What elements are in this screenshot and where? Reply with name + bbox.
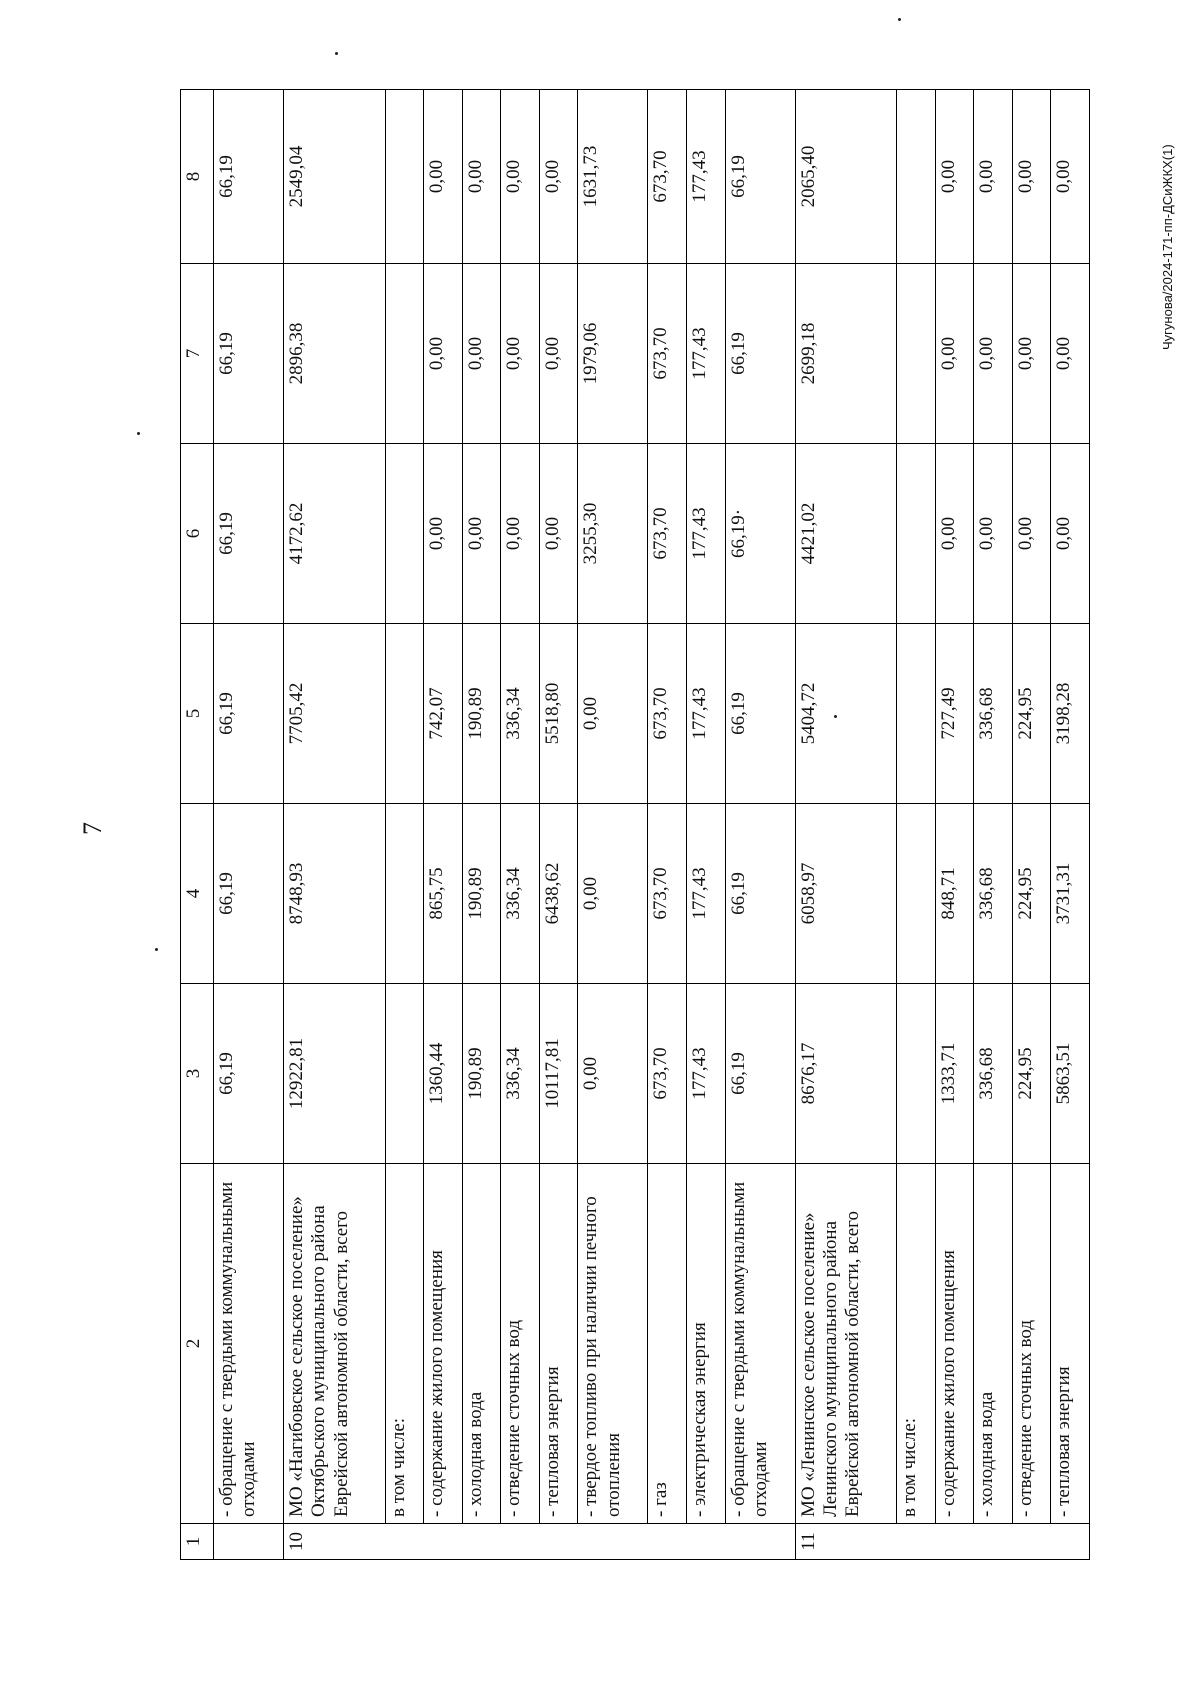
value-cell: 5404,72 xyxy=(795,624,897,804)
value-cell: 177,43 xyxy=(686,984,725,1164)
value-cell: 0,00 xyxy=(1051,444,1090,624)
value-cell: 336,34 xyxy=(501,804,540,984)
value-cell: 66,19 xyxy=(725,984,795,1164)
value-cell xyxy=(897,264,936,444)
value-cell: 0,00 xyxy=(935,264,974,444)
table-row xyxy=(501,90,540,1560)
value-cell xyxy=(897,804,936,984)
column-number-header: 7 xyxy=(181,264,214,444)
row-label: - тепловая энергия xyxy=(539,1164,578,1524)
value-cell: 727,49 xyxy=(935,624,974,804)
value-cell: 336,34 xyxy=(501,624,540,804)
row-label: МО «Нагибовское сельское поселение» Октябрьского муниципального района Еврейской автономной области, всего xyxy=(284,1164,386,1524)
value-cell: 8748,93 xyxy=(284,804,386,984)
value-cell: 224,95 xyxy=(1012,804,1051,984)
value-cell: 177,43 xyxy=(686,90,725,264)
value-cell: 2065,40 xyxy=(795,90,897,264)
table-row xyxy=(686,90,725,1560)
column-number-header: 8 xyxy=(181,90,214,264)
scan-speck xyxy=(155,948,158,951)
value-cell: 0,00 xyxy=(424,264,463,444)
value-cell xyxy=(897,444,936,624)
row-number xyxy=(214,1524,284,1560)
value-cell: 177,43 xyxy=(686,624,725,804)
value-cell: 190,89 xyxy=(462,624,501,804)
column-number-header: 4 xyxy=(181,804,214,984)
document-code: Чугунова/2024-171-пп-ДСиЖКХ(1) xyxy=(1160,144,1175,350)
value-cell: 190,89 xyxy=(462,984,501,1164)
table-row xyxy=(897,90,936,1560)
column-number-header: 3 xyxy=(181,984,214,1164)
value-cell: 673,70 xyxy=(648,804,687,984)
column-number-header: 6 xyxy=(181,444,214,624)
value-cell: 66,19 xyxy=(214,804,284,984)
row-label: - обращение с твердыми коммунальными отходами xyxy=(725,1164,795,1524)
value-cell: 0,00 xyxy=(539,264,578,444)
table-row xyxy=(648,90,687,1560)
value-cell: 4172,62 xyxy=(284,444,386,624)
value-cell: 0,00 xyxy=(1012,264,1051,444)
value-cell: 0,00 xyxy=(462,444,501,624)
value-cell: 0,00 xyxy=(1012,90,1051,264)
value-cell: 66,19 xyxy=(214,444,284,624)
value-cell: 0,00 xyxy=(578,804,648,984)
row-label: в том числе: xyxy=(897,1164,936,1524)
row-label: - твердое топливо при наличии печного отопления xyxy=(578,1164,648,1524)
value-cell: 6438,62 xyxy=(539,804,578,984)
value-cell: 66,19 xyxy=(214,90,284,264)
table-row xyxy=(578,90,648,1560)
value-cell: 3198,28 xyxy=(1051,624,1090,804)
table-row xyxy=(462,90,501,1560)
value-cell: 673,70 xyxy=(648,624,687,804)
scan-speck xyxy=(898,18,901,21)
tariff-table xyxy=(180,89,1090,1560)
row-label: - холодная вода xyxy=(974,1164,1013,1524)
value-cell: 0,00 xyxy=(578,624,648,804)
row-label: - электрическая энергия xyxy=(686,1164,725,1524)
value-cell: 2699,18 xyxy=(795,264,897,444)
rotated-table-container xyxy=(180,90,1090,1560)
row-label: - холодная вода xyxy=(462,1164,501,1524)
row-label: - отведение сточных вод xyxy=(1012,1164,1051,1524)
value-cell: 0,00 xyxy=(578,984,648,1164)
value-cell: 3255,30 xyxy=(578,444,648,624)
value-cell: 865,75 xyxy=(424,804,463,984)
table-row xyxy=(539,90,578,1560)
value-cell xyxy=(385,984,424,1164)
row-number: 11 xyxy=(795,1524,1089,1560)
value-cell: 0,00 xyxy=(974,264,1013,444)
table-row xyxy=(284,90,386,1560)
value-cell: 1979,06 xyxy=(578,264,648,444)
value-cell: 336,68 xyxy=(974,984,1013,1164)
value-cell: 848,71 xyxy=(935,804,974,984)
value-cell: 0,00 xyxy=(539,90,578,264)
value-cell: 66,19 xyxy=(214,624,284,804)
row-label: МО «Ленинское сельское поселение» Ленинского муниципального района Еврейской автономной области, всего xyxy=(795,1164,897,1524)
column-number-header: 1 xyxy=(181,1524,214,1560)
value-cell: 177,43 xyxy=(686,264,725,444)
value-cell: 336,34 xyxy=(501,984,540,1164)
table-row xyxy=(725,90,795,1560)
value-cell: 1631,73 xyxy=(578,90,648,264)
value-cell: 0,00 xyxy=(501,90,540,264)
table-row xyxy=(214,90,284,1560)
row-label: - газ xyxy=(648,1164,687,1524)
value-cell: 336,68 xyxy=(974,804,1013,984)
table-header-row xyxy=(181,90,214,1560)
row-number: 10 xyxy=(284,1524,796,1560)
value-cell: 1333,71 xyxy=(935,984,974,1164)
value-cell: 0,00 xyxy=(424,90,463,264)
value-cell xyxy=(897,984,936,1164)
value-cell: 10117,81 xyxy=(539,984,578,1164)
value-cell xyxy=(385,624,424,804)
value-cell: 2549,04 xyxy=(284,90,386,264)
table-row xyxy=(1051,90,1090,1560)
value-cell xyxy=(385,90,424,264)
value-cell: 0,00 xyxy=(1051,90,1090,264)
value-cell: 0,00 xyxy=(424,444,463,624)
value-cell xyxy=(385,264,424,444)
value-cell: 5863,51 xyxy=(1051,984,1090,1164)
value-cell: 742,07 xyxy=(424,624,463,804)
value-cell: 66,19 xyxy=(214,264,284,444)
value-cell: 2896,38 xyxy=(284,264,386,444)
value-cell: 4421,02 xyxy=(795,444,897,624)
value-cell: 673,70 xyxy=(648,444,687,624)
value-cell: 66,19· xyxy=(725,444,795,624)
scan-speck xyxy=(335,52,338,55)
table-row xyxy=(974,90,1013,1560)
value-cell: 0,00 xyxy=(1012,444,1051,624)
row-label: - тепловая энергия xyxy=(1051,1164,1090,1524)
value-cell: 12922,81 xyxy=(284,984,386,1164)
value-cell: 5518,80 xyxy=(539,624,578,804)
row-label: - отведение сточных вод xyxy=(501,1164,540,1524)
table-row xyxy=(424,90,463,1560)
value-cell: 673,70 xyxy=(648,984,687,1164)
table-row xyxy=(1012,90,1051,1560)
row-label: - содержание жилого помещения xyxy=(935,1164,974,1524)
row-label: - обращение с твердыми коммунальными отходами xyxy=(214,1164,284,1524)
value-cell: 8676,17 xyxy=(795,984,897,1164)
value-cell: 0,00 xyxy=(935,444,974,624)
value-cell: 0,00 xyxy=(501,264,540,444)
value-cell: 0,00 xyxy=(501,444,540,624)
value-cell xyxy=(385,444,424,624)
value-cell: 0,00 xyxy=(462,90,501,264)
value-cell: 673,70 xyxy=(648,264,687,444)
table-row xyxy=(795,90,897,1560)
value-cell: 1360,44 xyxy=(424,984,463,1164)
value-cell xyxy=(385,804,424,984)
value-cell: 66,19 xyxy=(214,984,284,1164)
row-label: - содержание жилого помещения xyxy=(424,1164,463,1524)
page-number: 7 xyxy=(78,822,107,835)
value-cell: 0,00 xyxy=(462,264,501,444)
value-cell: 177,43 xyxy=(686,444,725,624)
value-cell: 224,95 xyxy=(1012,984,1051,1164)
value-cell xyxy=(897,90,936,264)
value-cell: 224,95 xyxy=(1012,624,1051,804)
table-row xyxy=(385,90,424,1560)
row-label: в том числе: xyxy=(385,1164,424,1524)
value-cell: 66,19 xyxy=(725,90,795,264)
column-number-header: 5 xyxy=(181,624,214,804)
value-cell xyxy=(897,624,936,804)
value-cell: 177,43 xyxy=(686,804,725,984)
value-cell: 66,19 xyxy=(725,264,795,444)
value-cell: 7705,42 xyxy=(284,624,386,804)
value-cell: 0,00 xyxy=(974,444,1013,624)
value-cell: 0,00 xyxy=(935,90,974,264)
value-cell: 673,70 xyxy=(648,90,687,264)
column-number-header: 2 xyxy=(181,1164,214,1524)
value-cell: 66,19 xyxy=(725,804,795,984)
table-row xyxy=(935,90,974,1560)
value-cell: 0,00 xyxy=(1051,264,1090,444)
scan-speck xyxy=(137,432,140,435)
value-cell: 336,68 xyxy=(974,624,1013,804)
value-cell: 66,19 xyxy=(725,624,795,804)
value-cell: 0,00 xyxy=(539,444,578,624)
value-cell: 0,00 xyxy=(974,90,1013,264)
value-cell: 3731,31 xyxy=(1051,804,1090,984)
value-cell: 190,89 xyxy=(462,804,501,984)
value-cell: 6058,97 xyxy=(795,804,897,984)
